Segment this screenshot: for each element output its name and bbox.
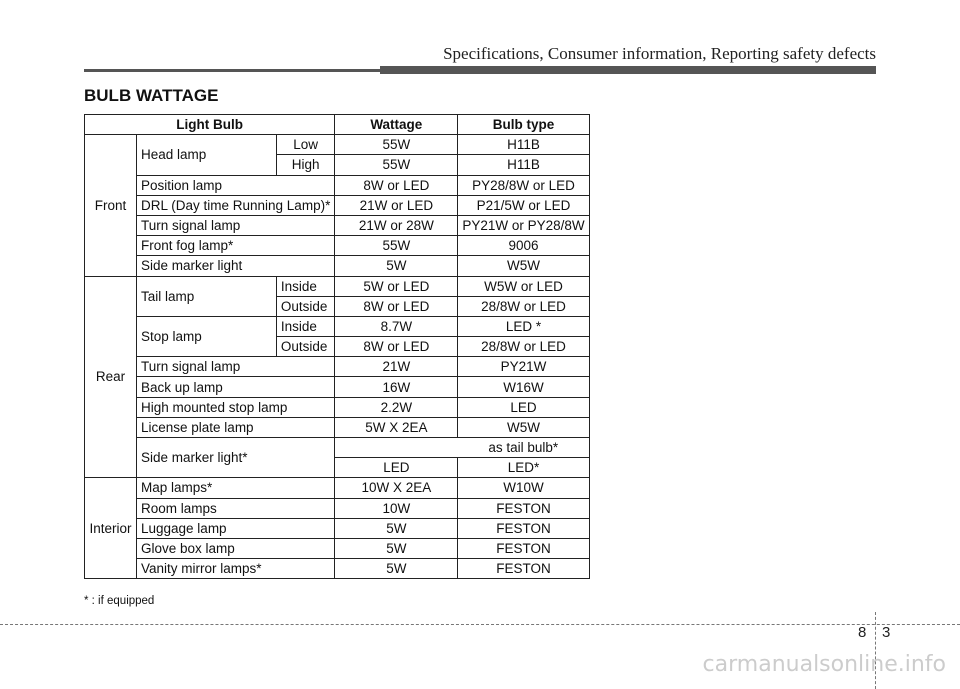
cell-bulb-type: FESTON <box>458 559 589 579</box>
cell-light-bulb: Side marker light <box>137 256 335 276</box>
table-row <box>85 195 590 215</box>
cell-wattage-blank <box>335 438 458 458</box>
table-row <box>85 135 590 155</box>
cell-bulb-type: W10W <box>458 478 589 498</box>
bulb-wattage-table <box>84 114 590 579</box>
cell-sub: Inside <box>276 276 334 296</box>
cell-light-bulb: Room lamps <box>137 498 335 518</box>
cell-light-bulb: License plate lamp <box>137 417 335 437</box>
cell-wattage: 8W or LED <box>335 296 458 316</box>
cell-bulb-type: W5W or LED <box>458 276 589 296</box>
page-number: 3 <box>882 624 891 641</box>
cell-bulb-type: FESTON <box>458 518 589 538</box>
cell-wattage: 5W <box>335 538 458 558</box>
cell-wattage: 16W <box>335 377 458 397</box>
cell-bulb-type: 28/8W or LED <box>458 296 589 316</box>
header-wattage: Wattage <box>335 115 458 135</box>
section-title: BULB WATTAGE <box>84 86 219 105</box>
cell-bulb-type: PY28/8W or LED <box>458 175 589 195</box>
cell-head-lamp: Head lamp <box>137 135 277 175</box>
table-row <box>85 518 590 538</box>
group-interior: Interior <box>85 478 137 579</box>
table-row <box>85 175 590 195</box>
cell-light-bulb: Map lamps* <box>137 478 335 498</box>
cell-bulb-type: LED * <box>458 316 589 336</box>
cell-bulb-type: W5W <box>458 256 589 276</box>
table-row <box>85 256 590 276</box>
table-row <box>85 236 590 256</box>
cell-wattage: 21W or 28W <box>335 215 458 235</box>
cell-tail-lamp: Tail lamp <box>137 276 277 316</box>
cell-wattage: 5W X 2EA <box>335 417 458 437</box>
cell-wattage: 8W or LED <box>335 175 458 195</box>
cell-light-bulb: Front fog lamp* <box>137 236 335 256</box>
cell-light-bulb: Vanity mirror lamps* <box>137 559 335 579</box>
cell-light-bulb: DRL (Day time Running Lamp)* <box>137 195 335 215</box>
cell-bulb-type: LED <box>458 397 589 417</box>
cell-bulb-type: H11B <box>458 135 589 155</box>
table-row <box>85 316 590 336</box>
cell-wattage: 55W <box>335 155 458 175</box>
cell-light-bulb: Turn signal lamp <box>137 357 335 377</box>
cell-bulb-type: FESTON <box>458 498 589 518</box>
cell-wattage: 5W <box>335 256 458 276</box>
cell-bulb-type: PY21W or PY28/8W <box>458 215 589 235</box>
cell-sub: Outside <box>276 296 334 316</box>
table-row <box>85 498 590 518</box>
table-row <box>85 438 590 458</box>
watermark: carmanualsonline.info <box>702 652 946 677</box>
cell-wattage: 5W <box>335 559 458 579</box>
cell-bulb-type: as tail bulb* <box>458 438 589 458</box>
cell-light-bulb: Back up lamp <box>137 377 335 397</box>
header-bulb-type: Bulb type <box>458 115 589 135</box>
table-row <box>85 357 590 377</box>
group-front: Front <box>85 135 137 276</box>
cell-bulb-type: PY21W <box>458 357 589 377</box>
cell-wattage: 21W <box>335 357 458 377</box>
cell-stop-lamp: Stop lamp <box>137 316 277 356</box>
table-row <box>85 215 590 235</box>
cell-bulb-type: 9006 <box>458 236 589 256</box>
cell-bulb-type: 28/8W or LED <box>458 337 589 357</box>
cell-wattage: 2.2W <box>335 397 458 417</box>
cell-bulb-type: P21/5W or LED <box>458 195 589 215</box>
cell-light-bulb: Luggage lamp <box>137 518 335 538</box>
table-row <box>85 276 590 296</box>
cell-sub: Inside <box>276 316 334 336</box>
cell-sub: High <box>276 155 334 175</box>
cell-wattage: 8W or LED <box>335 337 458 357</box>
cell-bulb-type: LED* <box>458 458 589 478</box>
footnote: * : if equipped <box>84 595 155 607</box>
cell-bulb-type: FESTON <box>458 538 589 558</box>
cell-bulb-type: W5W <box>458 417 589 437</box>
cell-wattage: 10W <box>335 498 458 518</box>
cell-light-bulb: Turn signal lamp <box>137 215 335 235</box>
footer-divider <box>0 624 960 625</box>
chapter-number: 8 <box>858 624 867 641</box>
cell-wattage: 55W <box>335 135 458 155</box>
table-row <box>85 478 590 498</box>
cell-light-bulb: Position lamp <box>137 175 335 195</box>
cell-side-marker-rear: Side marker light* <box>137 438 335 478</box>
footer-page-divider <box>875 612 876 689</box>
header-divider-line <box>84 69 876 72</box>
header-light-bulb: Light Bulb <box>85 115 335 135</box>
table-header-row <box>85 115 590 135</box>
cell-wattage: LED <box>335 458 458 478</box>
cell-bulb-type: H11B <box>458 155 589 175</box>
table-row <box>85 377 590 397</box>
cell-wattage: 21W or LED <box>335 195 458 215</box>
table-row <box>85 417 590 437</box>
table-row <box>85 538 590 558</box>
group-rear: Rear <box>85 276 137 478</box>
cell-sub: Outside <box>276 337 334 357</box>
cell-bulb-type: W16W <box>458 377 589 397</box>
table-row <box>85 559 590 579</box>
cell-wattage: 5W <box>335 518 458 538</box>
cell-light-bulb: Glove box lamp <box>137 538 335 558</box>
header-title: Specifications, Consumer information, Reporting safety defects <box>443 44 876 63</box>
cell-wattage: 55W <box>335 236 458 256</box>
cell-sub: Low <box>276 135 334 155</box>
table-row <box>85 397 590 417</box>
cell-light-bulb: High mounted stop lamp <box>137 397 335 417</box>
cell-wattage: 10W X 2EA <box>335 478 458 498</box>
cell-wattage: 5W or LED <box>335 276 458 296</box>
cell-wattage: 8.7W <box>335 316 458 336</box>
